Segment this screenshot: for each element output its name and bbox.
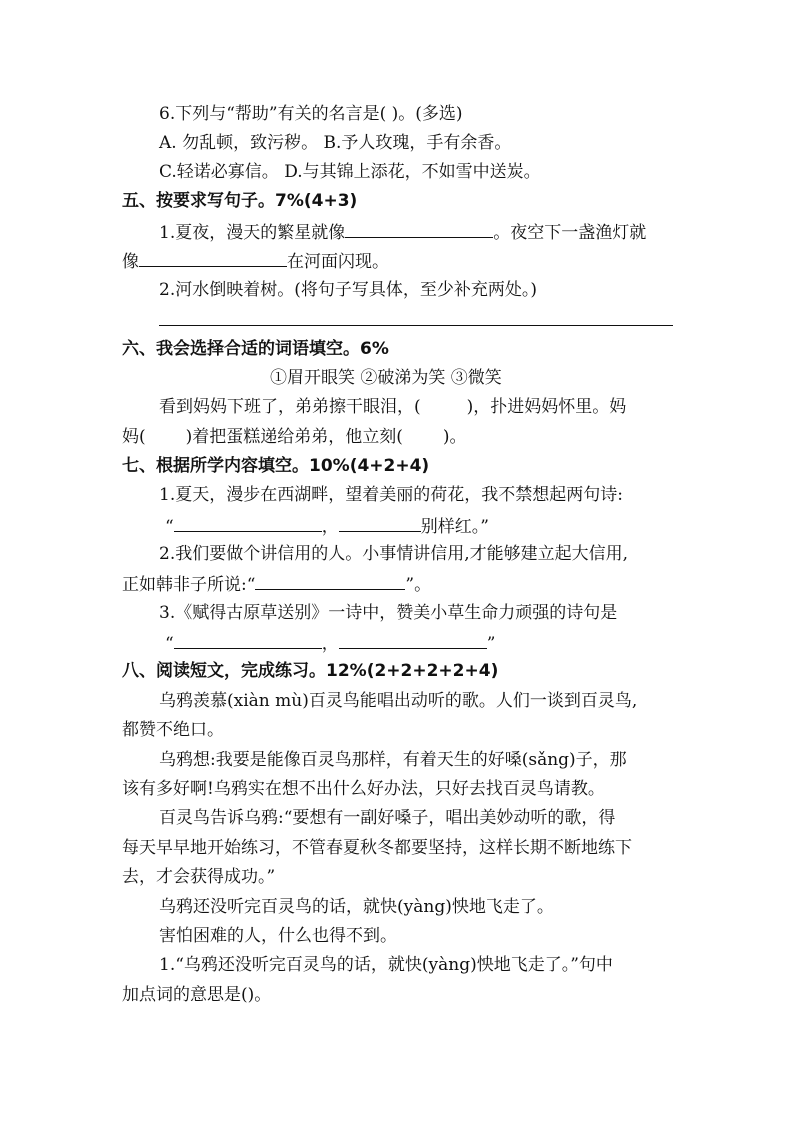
sec6-l2-text-b: )着把蛋糕递给弟弟，他立刻( <box>185 427 403 447</box>
passage-p3-line3: 去，才会获得成功。” <box>122 867 276 887</box>
answer-line[interactable] <box>159 325 673 326</box>
sec7-q1-blanks <box>165 514 489 538</box>
answer-blank[interactable] <box>345 220 493 238</box>
open-quote: “ <box>165 634 174 654</box>
sec5-q2: 2.河水倒映着树。(将句子写具体，至少补充两处。) <box>159 280 537 300</box>
sec7-q2-line2 <box>122 572 431 596</box>
sec6-l1-text-a: 看到妈妈下班了，弟弟擦干眼泪，( <box>159 397 421 417</box>
section-5-heading: 五、按要求写句子。7%(4+3) <box>122 191 358 211</box>
answer-blank[interactable] <box>139 249 287 267</box>
sec7-q1: 1.夏天，漫步在西湖畔，望着美丽的荷花，我不禁想起两句诗: <box>159 485 623 505</box>
sec7-q3-blanks <box>165 631 495 655</box>
open-quote: “ <box>165 517 174 537</box>
sec7-q2-text-b: ”。 <box>405 575 432 595</box>
passage-p4: 乌鸦还没听完百灵鸟的话，就快(yàng)怏地飞走了。 <box>159 897 554 917</box>
section-7-heading: 七、根据所学内容填空。10%(4+2+4) <box>122 456 430 476</box>
answer-blank[interactable] <box>339 631 487 649</box>
sec7-q2-line1: 2.我们要做个讲信用的人。小事情讲信用,才能够建立起大信用, <box>159 544 629 564</box>
close-quote: ” <box>486 634 496 654</box>
q6-stem: 6.下列与“帮助”有关的名言是( )。(多选) <box>159 104 463 124</box>
answer-blank[interactable] <box>339 514 421 532</box>
answer-blank[interactable] <box>255 572 405 590</box>
q6-options-ab: A. 勿乱顿，致污秽。 B.予人玫瑰，手有余香。 <box>159 133 512 153</box>
sec5-q1-text-c: 像 <box>122 252 139 272</box>
passage-p3-line1: 百灵鸟告诉乌鸦:“要想有一副好嗓子，唱出美妙动听的歌，得 <box>159 808 616 828</box>
section-8-heading: 八、阅读短文，完成练习。12%(2+2+2+2+4) <box>122 661 499 681</box>
sec7-q1-end: 别样红。” <box>420 517 489 537</box>
sec8-q1-line1: 1.“乌鸦还没听完百灵鸟的话，就快(yàng)怏地飞走了。”句中 <box>159 955 613 975</box>
q6-options-cd: C.轻诺必寡信。 D.与其锦上添花，不如雪中送炭。 <box>159 162 541 182</box>
answer-blank[interactable] <box>174 631 322 649</box>
sec6-line1 <box>159 396 626 418</box>
sec6-word-options: ①眉开眼笑 ②破涕为笑 ③微笑 <box>270 368 502 388</box>
comma: ， <box>321 634 339 654</box>
passage-p5: 害怕困难的人，什么也得不到。 <box>159 926 397 946</box>
sec8-q1-line2: 加点词的意思是()。 <box>122 985 272 1005</box>
passage-p2-line2: 该有多好啊!乌鸦实在想不出什么好办法，只好去找百灵鸟请教。 <box>122 779 605 799</box>
sec5-q1-line2 <box>122 249 389 273</box>
passage-p1-line2: 都赞不绝口。 <box>122 720 224 740</box>
sec5-q1-text-b: 。夜空下一盏渔灯就 <box>493 223 647 243</box>
sec5-q1-text-d: 在河面闪现。 <box>287 252 389 272</box>
sec5-q1-text-a: 1.夏夜，漫天的繁星就像 <box>159 223 346 243</box>
sec7-q2-text-a: 正如韩非子所说:“ <box>122 575 256 595</box>
sec6-line2 <box>122 426 467 448</box>
sec5-q1-line1 <box>159 220 646 244</box>
passage-p3-line2: 每天早早地开始练习，不管春夏秋冬都要坚持，这样长期不断地练下 <box>122 838 632 858</box>
sec6-l2-text-c: )。 <box>442 427 467 447</box>
passage-p2-line1: 乌鸦想:我要是能像百灵鸟那样，有着天生的好嗓(sǎng)子，那 <box>159 750 627 770</box>
answer-blank[interactable] <box>174 514 322 532</box>
sec7-q3: 3.《赋得古原草送别》一诗中，赞美小草生命力顽强的诗句是 <box>159 603 618 623</box>
sec6-l1-text-b: )，扑进妈妈怀里。妈 <box>466 397 627 417</box>
comma: ， <box>321 517 339 537</box>
section-6-heading: 六、我会选择合适的词语填空。6% <box>122 339 389 359</box>
sec6-l2-text-a: 妈( <box>122 427 146 447</box>
passage-p1-line1: 乌鸦羡慕(xiàn mù)百灵鸟能唱出动听的歌。人们一谈到百灵鸟, <box>159 691 638 711</box>
